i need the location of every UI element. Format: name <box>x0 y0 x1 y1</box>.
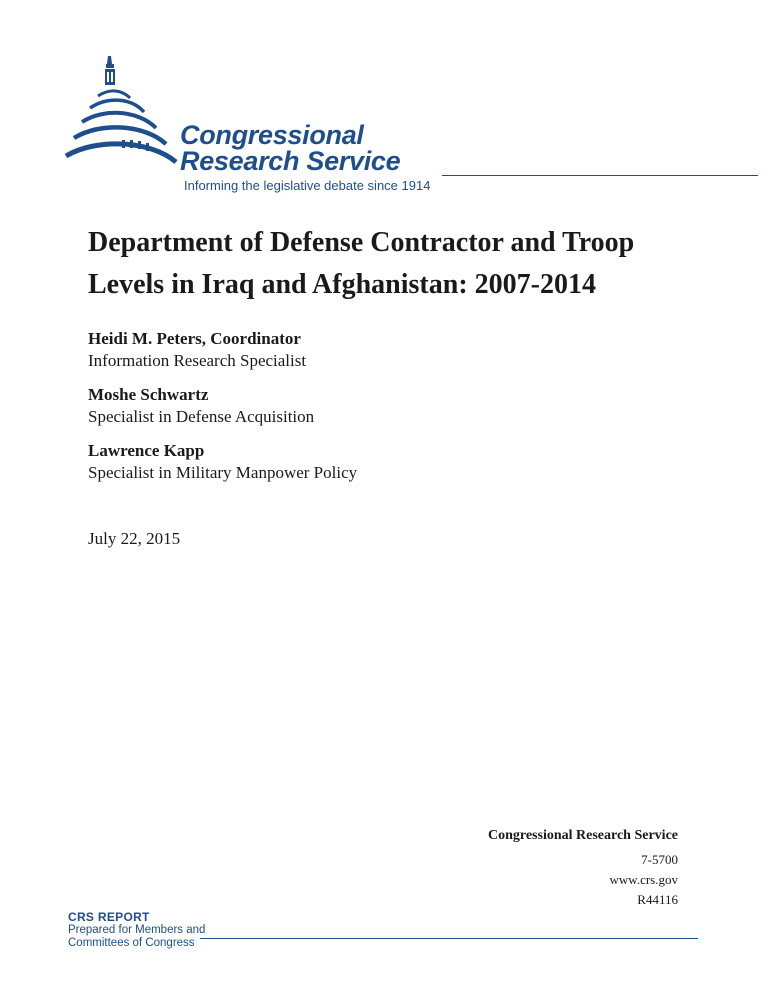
author-name: Heidi M. Peters, Coordinator <box>88 329 301 348</box>
logo-org-line1: Congressional <box>180 120 364 150</box>
author-role: Specialist in Military Manpower Policy <box>88 463 358 482</box>
crs-report-line2: Committees of Congress <box>68 937 195 949</box>
crs-report-line1: Prepared for Members and <box>68 924 206 936</box>
report-number: R44116 <box>637 892 678 907</box>
crs-logo <box>60 52 720 192</box>
footer-org: Congressional Research Service <box>487 828 678 843</box>
author-entry <box>88 328 688 372</box>
capitol-dome-icon <box>60 52 190 182</box>
report-title: Department of Defense Contractor and Troop Levels in Iraq and Afghanistan: 2007-2014 <box>88 227 635 300</box>
footer-code: 7-5700 <box>641 852 678 867</box>
footer-rule <box>200 938 698 939</box>
author-entry <box>88 384 688 428</box>
author-name: Moshe Schwartz <box>88 385 209 404</box>
tagline-rule <box>442 175 758 176</box>
author-entry <box>88 440 688 484</box>
crs-report-label: CRS REPORT <box>68 910 150 924</box>
author-role: Information Research Specialist <box>88 351 307 370</box>
author-list <box>88 328 688 496</box>
logo-tagline: Informing the legislative debate since 1914 <box>184 178 431 193</box>
author-name: Lawrence Kapp <box>88 441 205 460</box>
footer-website[interactable]: www.crs.gov <box>609 872 678 887</box>
crs-report-badge <box>68 910 205 950</box>
logo-org-line2: Research Service <box>180 146 401 176</box>
report-info <box>488 826 678 910</box>
author-role: Specialist in Defense Acquisition <box>88 407 315 426</box>
report-date: July 22, 2015 <box>88 529 181 548</box>
